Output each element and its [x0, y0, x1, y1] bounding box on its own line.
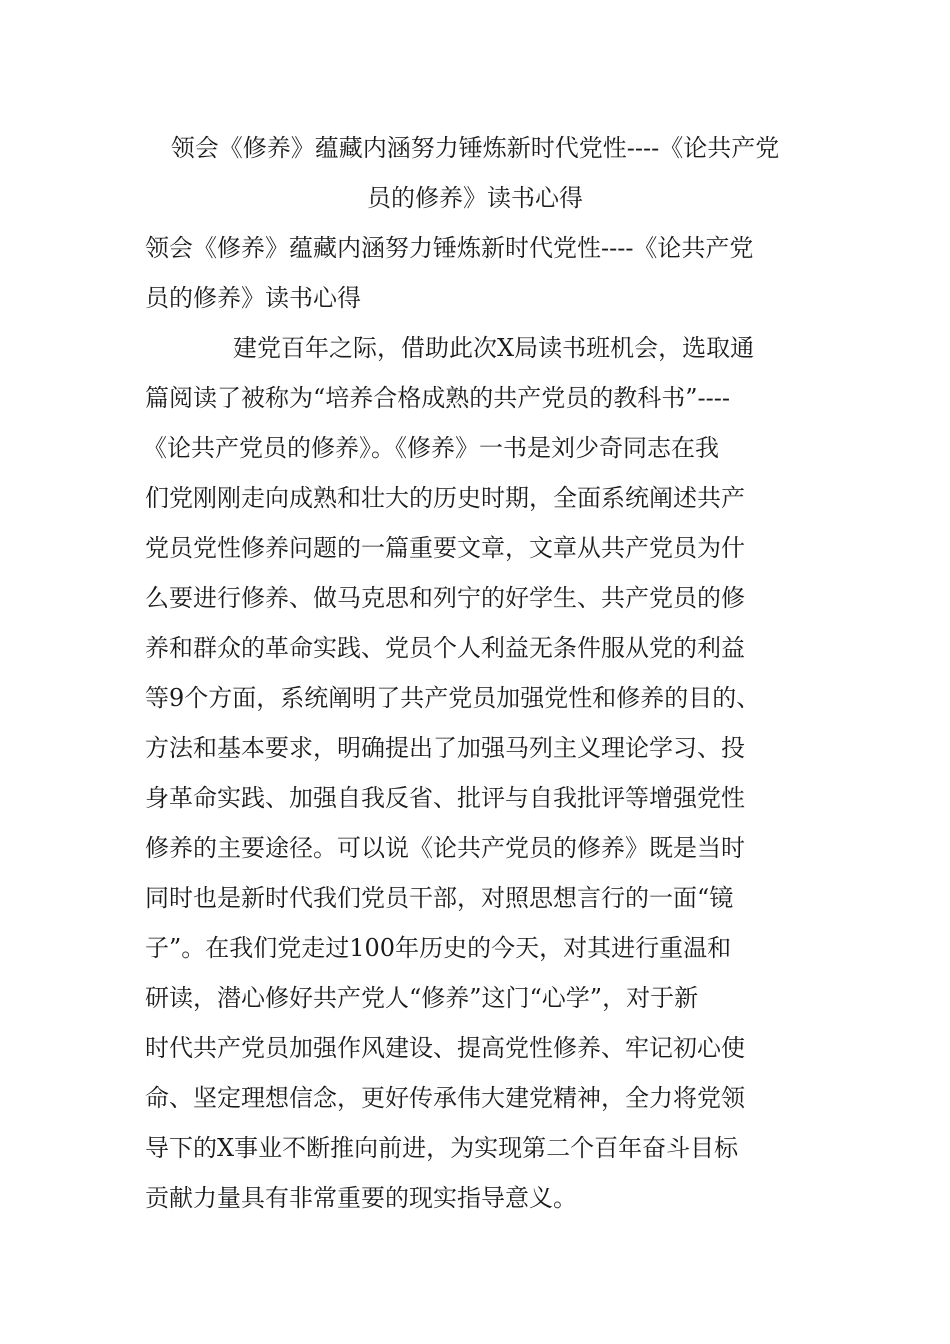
body-line-18: 贡献力量具有非常重要的现实指导意义。	[145, 1184, 577, 1212]
body-line-6: 么要进行修养、做马克思和列宁的好学生、共产党员的修	[145, 584, 745, 612]
body-line-15: 时代共产党员加强作风建设、提高党性修养、牢记初心使	[145, 1034, 745, 1062]
body-line-8: 等9个方面，系统阐明了共产党员加强党性和修养的目的、	[145, 684, 761, 712]
body-line-2: 篇阅读了被称为“培养合格成熟的共产党员的教科书”----	[145, 384, 730, 412]
body-line-7: 养和群众的革命实践、党员个人利益无条件服从党的利益	[145, 634, 745, 662]
body-line-9: 方法和基本要求，明确提出了加强马列主义理论学习、投	[145, 734, 745, 762]
subtitle-line-1: 领会《修养》蕴藏内涵努力锤炼新时代党性----《论共产党	[145, 234, 754, 262]
body-line-4: 们党刚刚走向成熟和壮大的历史时期，全面系统阐述共产	[145, 484, 745, 512]
document-title-line-1: 领会《修养》蕴藏内涵努力锤炼新时代党性----《论共产党	[170, 134, 780, 162]
body-line-10: 身革命实践、加强自我反省、批评与自我批评等增强党性	[145, 784, 745, 812]
subtitle-line-2: 员的修养》读书心得	[145, 284, 361, 312]
body-line-17: 导下的X事业不断推向前进，为实现第二个百年奋斗目标	[145, 1134, 739, 1162]
body-line-1: 建党百年之际，借助此次X局读书班机会，选取通	[233, 334, 755, 362]
body-line-11: 修养的主要途径。可以说《论共产党员的修养》既是当时	[145, 834, 745, 862]
body-line-5: 党员党性修养问题的一篇重要文章，文章从共产党员为什	[145, 534, 745, 562]
body-line-3: 《论共产党员的修养》。《修养》一书是刘少奇同志在我	[143, 434, 719, 462]
body-line-13: 子”。在我们党走过100年历史的今天，对其进行重温和	[145, 934, 732, 962]
body-line-16: 命、坚定理想信念，更好传承伟大建党精神，全力将党领	[145, 1084, 745, 1112]
body-line-14: 研读，潜心修好共产党人“修养”这门“心学”，对于新	[145, 984, 699, 1012]
document-title-line-2: 员的修养》读书心得	[367, 184, 583, 212]
body-line-12: 同时也是新时代我们党员干部，对照思想言行的一面“镜	[145, 884, 734, 912]
